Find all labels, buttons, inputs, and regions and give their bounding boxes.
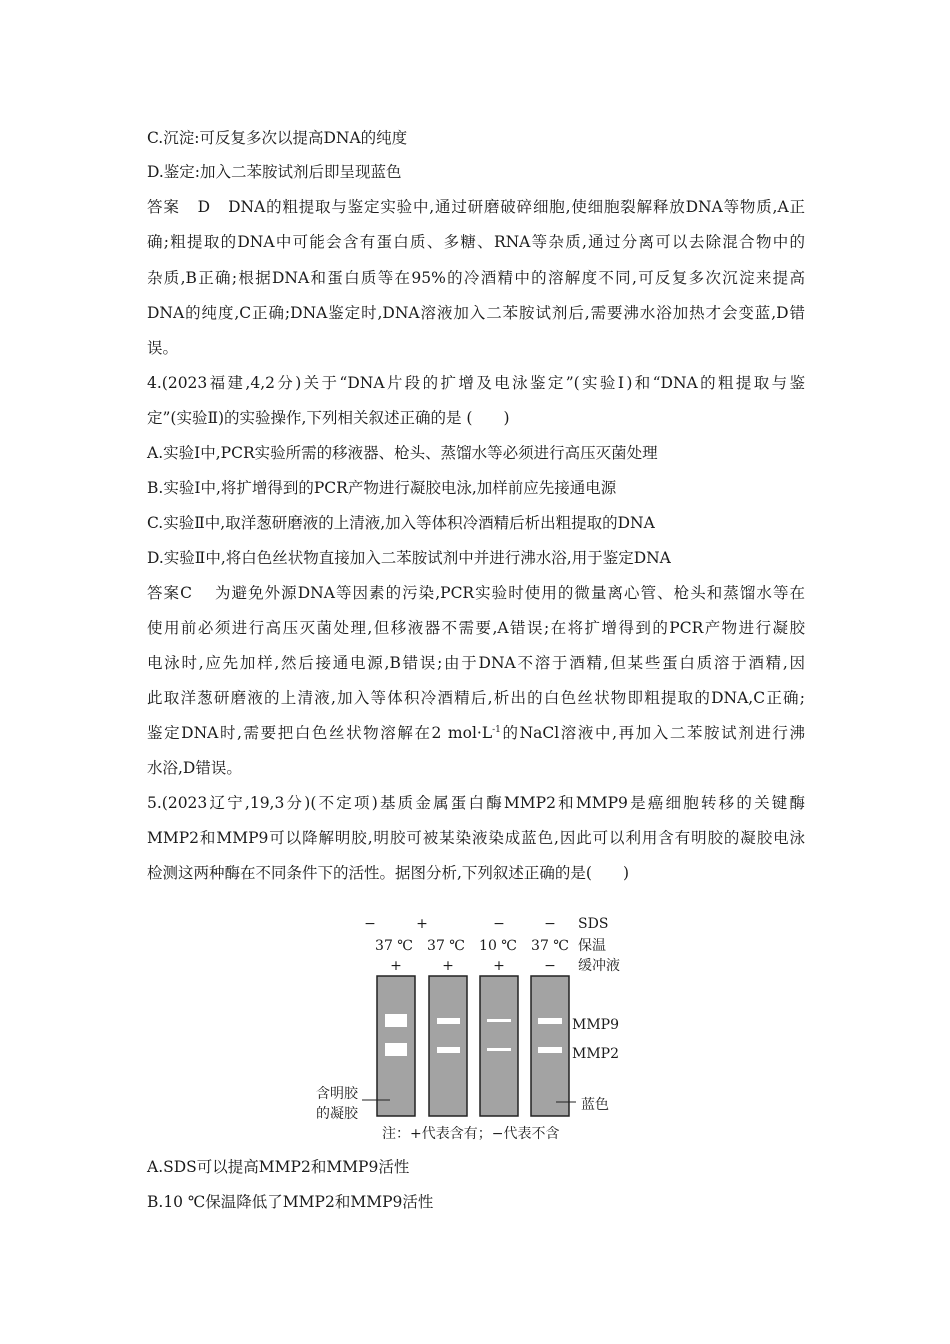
- q4-explanation-6: 水浴,D错误。: [147, 759, 242, 777]
- figure-note: 注：+代表含有；−代表不含: [382, 1126, 560, 1142]
- label-gel-2: 的凝胶: [316, 1106, 358, 1122]
- q4-explanation-5: [147, 723, 805, 743]
- q3-answer-label: 答案: [147, 198, 180, 216]
- q3-option-d: D.鉴定:加入二苯胺试剂后即呈现蓝色: [147, 163, 402, 181]
- q5-stem-1: 5.(2023辽宁,19,3分)(不定项)基质金属蛋白酶MMP2和MMP9是癌细胞转移的关键酶: [147, 794, 805, 812]
- lane3-sds: −: [493, 916, 505, 932]
- q4-stem-1: 4.(2023福建,4,2分)关于“DNA片段的扩增及电泳鉴定”(实验Ⅰ)和“DNA的粗提取与鉴: [147, 374, 805, 392]
- lane1-sds: −: [364, 916, 376, 932]
- lane2-buffer: +: [442, 958, 454, 974]
- q4-explanation-5-sup: -1: [492, 725, 501, 735]
- q4-explanation-2: 使用前必须进行高压灭菌处理,但移液器不需要,A错误;在将扩增得到的PCR产物进行凝胶: [147, 619, 805, 637]
- q3-explanation-4: DNA的纯度,C正确;DNA鉴定时,DNA溶液加入二苯胺试剂后,需要沸水浴加热才会变蓝,D错: [147, 304, 805, 322]
- q4-option-b: B.实验Ⅰ中,将扩增得到的PCR产物进行凝胶电泳,加样前应先接通电源: [147, 479, 617, 497]
- lane4-buffer: −: [544, 958, 556, 974]
- q4-option-a: A.实验Ⅰ中,PCR实验所需的移液器、枪头、蒸馏水等必须进行高压灭菌处理: [147, 444, 658, 462]
- row-label-sds: SDS: [578, 916, 609, 932]
- band-label-mmp2: MMP2: [572, 1046, 619, 1062]
- band-lane4-mmp2: [538, 1047, 562, 1053]
- label-blue: 蓝色: [581, 1097, 609, 1113]
- lane4-sds: −: [544, 916, 556, 932]
- band-lane2-mmp9: [437, 1018, 460, 1024]
- lane2-temp: 37 ℃: [427, 938, 465, 954]
- q5-stem-2: MMP2和MMP9可以降解明胶,明胶可被某染液染成蓝色,因此可以利用含有明胶的凝胶电泳: [147, 829, 805, 847]
- q4-answer-label: 答案C: [147, 584, 192, 602]
- lane1-buffer: +: [390, 958, 402, 974]
- lane1-temp: 37 ℃: [375, 938, 413, 954]
- band-lane1-mmp2: [385, 1043, 407, 1056]
- q5-option-a: A.SDS可以提高MMP2和MMP9活性: [147, 1158, 410, 1176]
- gel-lane-4: [531, 976, 569, 1116]
- lane2-sds: +: [416, 916, 428, 932]
- lane4-temp: 37 ℃: [531, 938, 569, 954]
- q4-option-c: C.实验Ⅱ中,取洋葱研磨液的上清液,加入等体积冷酒精后析出粗提取的DNA: [147, 514, 655, 532]
- q3-explanation-5: 误。: [147, 339, 179, 357]
- q4-explanation-5a: 鉴定DNA时,需要把白色丝状物溶解在2 mol·L: [147, 724, 493, 742]
- q3-option-c: C.沉淀:可反复多次以提高DNA的纯度: [147, 129, 408, 147]
- gel-electrophoresis-figure: [300, 910, 660, 1150]
- row-label-temp: 保温: [578, 938, 606, 954]
- q4-explanation-3: 电泳时,应先加样,然后接通电源,B错误;由于DNA不溶于酒精,但某些蛋白质溶于酒精,因: [147, 654, 805, 672]
- band-lane2-mmp2: [437, 1047, 460, 1053]
- gel-lane-2: [429, 976, 467, 1116]
- lane3-buffer: +: [493, 958, 505, 974]
- q3-explanation-3: 杂质,B正确;根据DNA和蛋白质等在95%的冷酒精中的溶解度不同,可反复多次沉淀来提高: [147, 269, 805, 287]
- row-label-buffer: 缓冲液: [578, 958, 620, 974]
- label-gel-1: 含明胶: [316, 1086, 358, 1102]
- band-lane3-mmp2: [487, 1048, 511, 1051]
- q5-stem-3: 检测这两种酶在不同条件下的活性。据图分析,下列叙述正确的是( ): [147, 864, 630, 882]
- q4-stem-2: 定”(实验Ⅱ)的实验操作,下列相关叙述正确的是 ( ): [147, 409, 510, 427]
- band-lane3-mmp9: [487, 1019, 511, 1022]
- q3-answer-letter: D: [197, 198, 211, 216]
- q4-explanation-1: 为避免外源DNA等因素的污染,PCR实验时使用的微量离心管、枪头和蒸馏水等在: [213, 584, 805, 602]
- q4-explanation-5b: 的NaCl溶液中,再加入二苯胺试剂进行沸: [500, 724, 805, 742]
- q3-answer-line-1: [147, 197, 805, 217]
- band-lane4-mmp9: [538, 1018, 562, 1024]
- q5-option-b: B.10 ℃保温降低了MMP2和MMP9活性: [147, 1193, 434, 1211]
- q3-explanation-1: DNA的粗提取与鉴定实验中,通过研磨破碎细胞,使细胞裂解释放DNA等物质,A正: [228, 198, 805, 216]
- band-label-mmp9: MMP9: [572, 1017, 619, 1033]
- q4-option-d: D.实验Ⅱ中,将白色丝状物直接加入二苯胺试剂中并进行沸水浴,用于鉴定DNA: [147, 549, 671, 567]
- q4-answer-line-1: [147, 583, 805, 603]
- q3-explanation-2: 确;粗提取的DNA中可能会含有蛋白质、多糖、RNA等杂质,通过分离可以去除混合物中的: [147, 233, 805, 251]
- gel-lane-3: [480, 976, 518, 1116]
- lane3-temp: 10 ℃: [479, 938, 517, 954]
- band-lane1-mmp9: [385, 1014, 407, 1027]
- q4-explanation-4: 此取洋葱研磨液的上清液,加入等体积冷酒精后,析出的白色丝状物即粗提取的DNA,C正确;: [147, 689, 805, 707]
